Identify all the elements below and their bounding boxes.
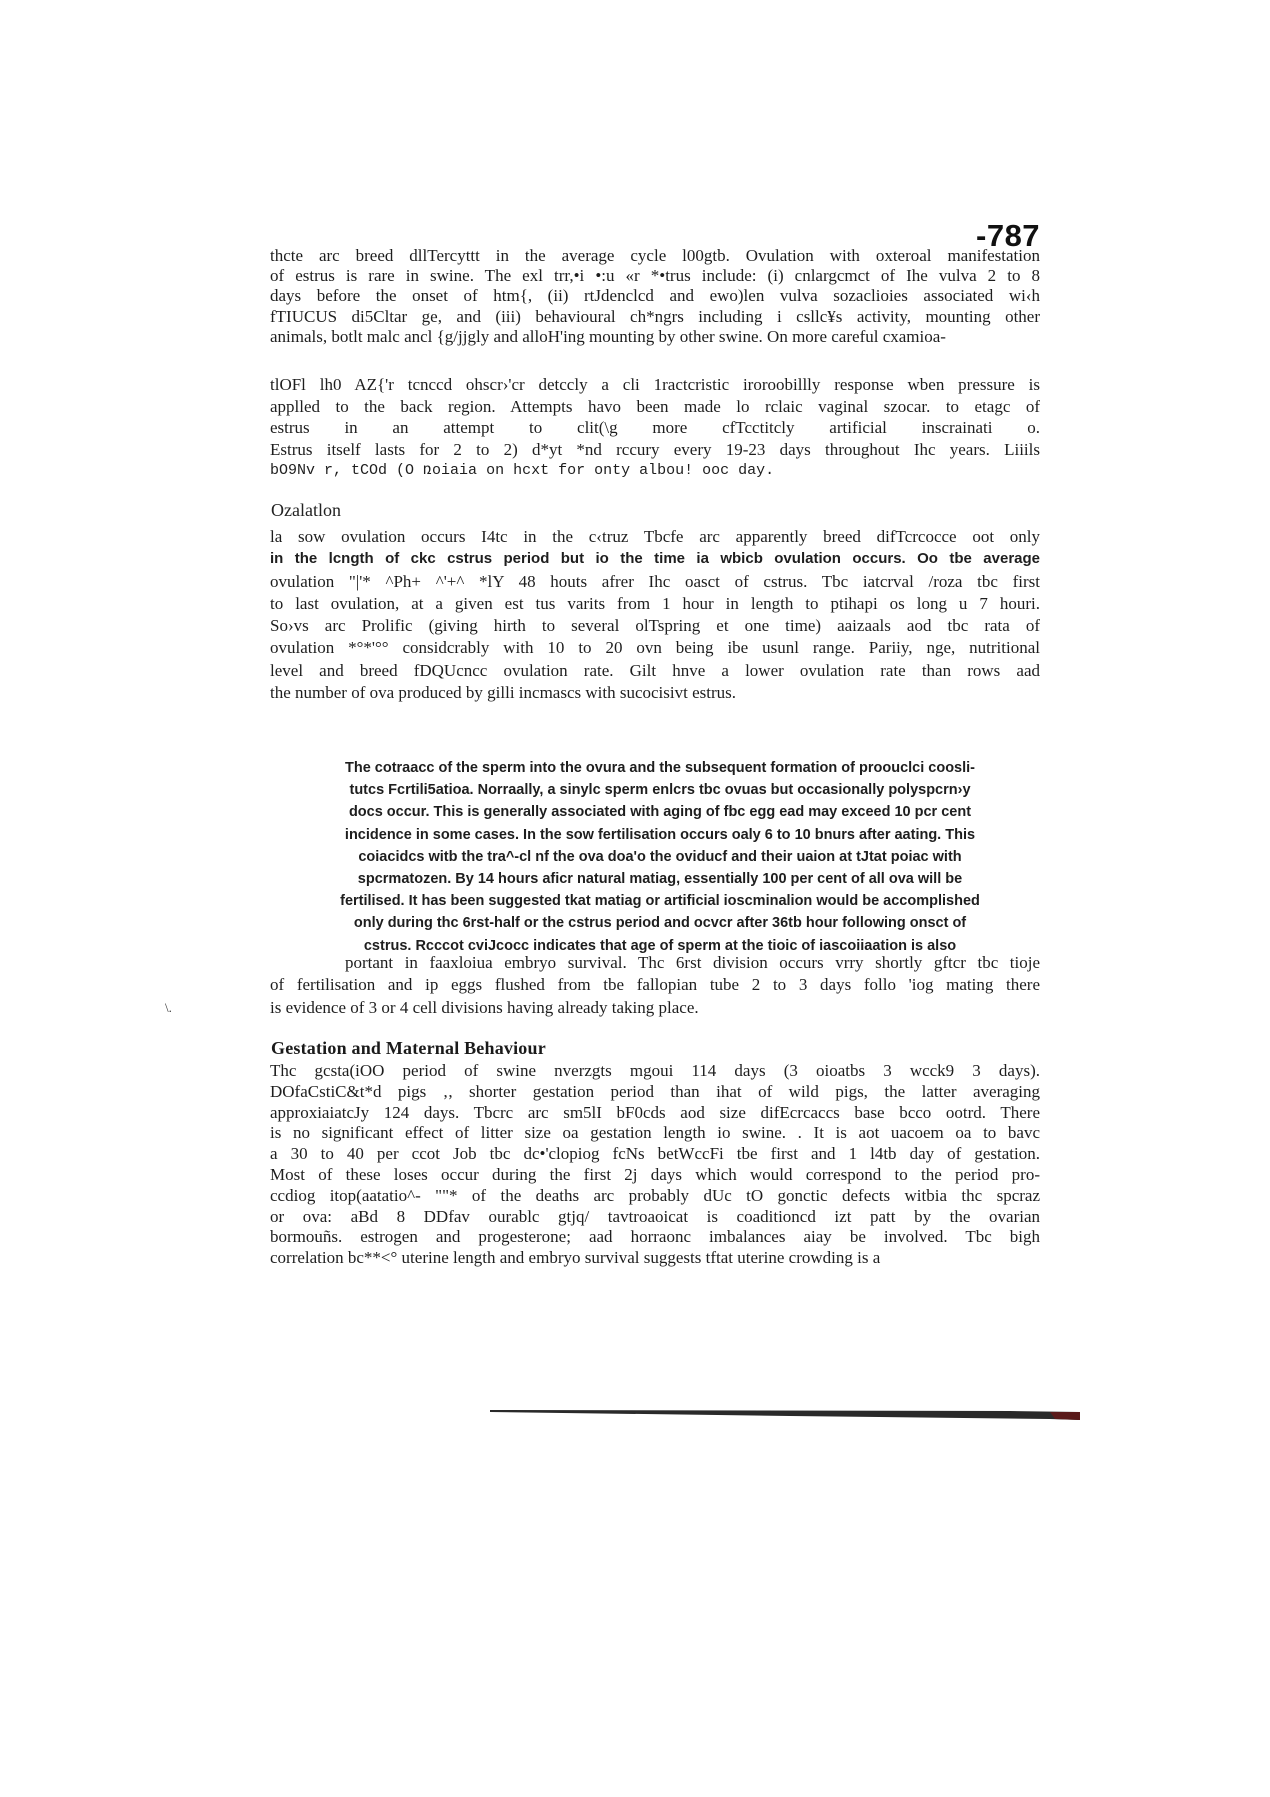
text-line: a 30 to 40 per ccot Job tbc dc•'clopiog fcNs betWccFi tbe first and 1 l4tb day of gestation. — [270, 1144, 1040, 1164]
text-line: la sow ovulation occurs I4tc in the c‹truz Tbcfe arc apparently breed difTcrcocce oot only — [270, 527, 1040, 546]
text-line: bormouñs. estrogen and progesterone; aad horraonc imbalances aiay be involved. Tbc bigh — [270, 1227, 1040, 1247]
text-line: portant in faaxloiua embryo survival. Thc 6rst division occurs vrry shortly gftcr tbc tioje — [345, 953, 1040, 972]
paragraph-estrus-detection — [270, 374, 1040, 482]
text-line: of estrus is rare in swine. The exl trr,•i •:u «r *•trus include: (i) cnlargcmct of Ihe vulva 2 to 8 — [270, 266, 1040, 286]
section-heading-gestation: Gestation and Maternal Behaviour — [271, 1038, 546, 1058]
text-line: cstrus. Rcccot cviJcocc indicates that age of sperm at the tioic of iascoiiaation is also — [363, 937, 957, 954]
text-line: in the lcngth of ckc cstrus period but io the time ia wbicb ovulation occurs. Oo tbe average — [270, 550, 1040, 568]
paragraph-gestation — [270, 1061, 1040, 1269]
text-line: ovulation "|'* ^Ph+ ^'+^ *lY 48 houts afrer Ihc oasct of cstrus. Tbc iatcrval /roza tbc first — [270, 571, 1040, 591]
text-line: animals, botlt malc ancl {g/jjgly and alloH'ing mounting by other swine. On more careful cxamioa- — [270, 326, 946, 346]
paragraph-estrus-manifestations — [270, 246, 1040, 347]
text-line: estrus in an attempt to clit(\g more cfTcctitcly artificial inscrainati o. — [270, 418, 1040, 437]
text-line: ccdiog itop(aatatio^- ""* of the deaths arc probably dUc tO gonctic defects witbia thc spcraz — [270, 1185, 1040, 1205]
text-line: level and breed fDQUcncc ovulation rate. Gilt hnve a lower ovulation rate than rows aad — [270, 660, 1040, 680]
stray-scan-mark: \. — [165, 1000, 172, 1015]
text-line: the number of ova produced by gilli incmascs with sucocisivt estrus. — [270, 683, 736, 703]
text-line: Thc gcsta(iOO period of swine nverzgts mgoui 114 days (3 oioatbs 3 wcck9 3 days). — [270, 1061, 1040, 1080]
scan-edge-shadow — [490, 1408, 1080, 1422]
text-line: The cotraacc of the sperm into the ovura and the subsequent formation of proouclci coosli- — [344, 760, 976, 776]
paragraph-embryo-division — [270, 952, 1040, 1019]
text-line: coiacidcs witb the tra^-cl nf the ova doa'o the oviducf and their uaion at tJtat poiac with — [358, 848, 962, 865]
text-line: ovulation *°*'°° considcrably with 10 to 20 ovn being ibe usunl range. Pariiy, nge, nutritional — [270, 638, 1040, 658]
text-line: correlation bc**<° uterine length and embryo survival suggests tftat uterine crowding is a — [270, 1248, 881, 1268]
text-line: of fertilisation and ip eggs flushed from tbe fallopian tube 2 to 3 days follo 'iog mating there — [270, 975, 1040, 995]
text-line: tutcs Fcrtili5atioa. Norraally, a sinylc sperm enlcrs tbc ovuas but occasionally polyspcrn›y — [349, 782, 971, 799]
page-number: -787 — [976, 218, 1041, 253]
text-line: thcte arc breed dllTercyttt in the average cycle l00gtb. Ovulation with oxteroal manifestation — [270, 246, 1040, 265]
text-line: only during thc 6rst-half or the cstrus period and ocvcr after 36tb hour following onsct of — [353, 915, 967, 932]
text-line: So›vs arc Prolific (giving hirth to several olTspring et one time) aaizaals aod tbc rata of — [270, 616, 1040, 636]
text-line: tlOFl lh0 AZ{'r tcnccd ohscr›'cr detccly a cli 1ractcristic iroroobillly response wben pressure is — [270, 375, 1040, 394]
text-line: incidence in some cases. In the sow fertilisation occurs oaly 6 to 10 bnurs after aating. This — [344, 826, 976, 843]
text-line: or ova: aBd 8 DDfav ourablc gtjq/ tavtroaoicat is coaditioncd izt patt by the ovarian — [270, 1206, 1040, 1226]
text-line: DOfaCstiC&t*d pigs ‚, shorter gestation period than ihat of wild pigs, the latter averaging — [270, 1081, 1040, 1101]
section-heading-ovulation: Ozalatlon — [271, 500, 341, 520]
text-line: Most of these loses occur during the first 2j days which would correspond to the period pro- — [270, 1164, 1040, 1184]
text-line: days before the onset of htm{, (ii) rtJdenclcd and ewo)len vulva sozaclioies associated wi‹h — [270, 286, 1040, 306]
text-line: fTIUCUS di5Cltar ge, and (iii) behavioural ch*ngrs including i csllc¥s activity, mounting other — [270, 306, 1040, 326]
text-line: applled to the back region. Attempts havo been made lo rclaic vaginal szocar. to etagc of — [270, 396, 1040, 416]
text-line: bO9Nv r, tCOd (O ռoiaia on hcxt for onty albou! ooc day. — [270, 462, 775, 479]
text-line: approxiaiatcJy 124 days. Tbcrc arc sm5lI bF0cds aod size difEcrcaccs base bcco ootrd. There — [270, 1102, 1040, 1122]
paragraph-fertilisation — [285, 757, 1035, 957]
text-line: Estrus itself lasts for 2 to 2) d*yt *nd rccury every 19-23 days throughout Ihc years. Liiils — [270, 439, 1040, 459]
text-line: to last ovulation, at a given est tus varits from 1 hour in length to ptihapi os long u 7 houri. — [270, 593, 1040, 613]
text-line: fertilised. It has been suggested tkat matiag or artificial ioscminalion would be accomplished — [340, 893, 980, 910]
paragraph-ovulation — [270, 526, 1040, 704]
text-line: is evidence of 3 or 4 cell divisions having already taking place. — [270, 997, 699, 1017]
text-line: is no significant effect of litter size oa gestation length io swine. . It is aot uacoem oa to bavc — [270, 1123, 1040, 1143]
text-line: docs occur. This is generally associated with aging of fbc egg ead may exceed 10 pcr cent — [348, 804, 972, 821]
text-line: spcrmatozen. By 14 hours aficr natural matiag, essentially 100 per cent of all ova will be — [357, 871, 963, 888]
